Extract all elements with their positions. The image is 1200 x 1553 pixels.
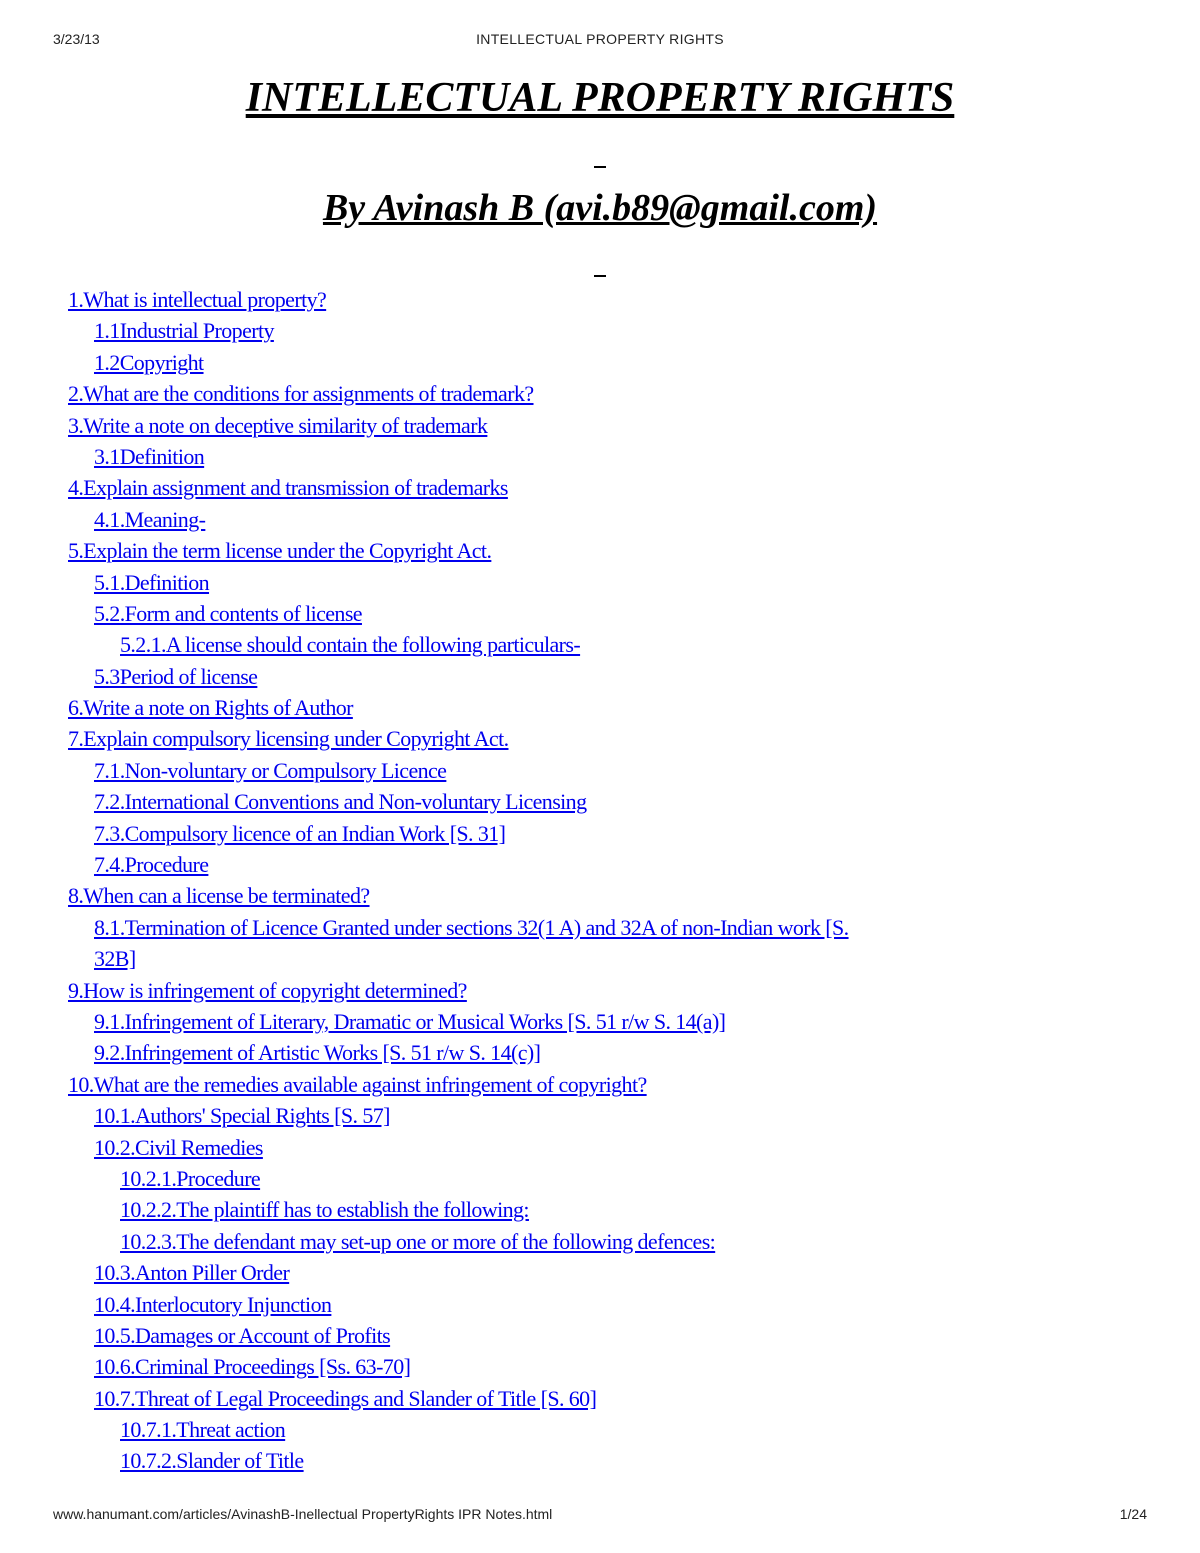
toc-item — [0, 912, 1200, 975]
toc-link[interactable]: 7.3.Compulsory licence of an Indian Work [S. 31] — [94, 820, 506, 846]
toc-item — [0, 1289, 1200, 1320]
toc-item — [0, 1414, 1200, 1445]
toc-link[interactable]: 5.3Period of license — [94, 663, 258, 689]
toc-link[interactable]: 6.Write a note on Rights of Author — [68, 695, 353, 721]
toc-link[interactable]: 5.Explain the term license under the Copyright Act. — [68, 538, 492, 564]
toc-link[interactable]: 7.2.International Conventions and Non-voluntary Licensing — [94, 789, 587, 815]
document-title: INTELLECTUAL PROPERTY RIGHTS — [245, 75, 955, 121]
toc-item — [0, 1100, 1200, 1131]
toc-item — [0, 1194, 1200, 1225]
print-header — [0, 31, 1200, 51]
toc-item — [0, 284, 1200, 315]
toc-item — [0, 1226, 1200, 1257]
toc-link[interactable]: 10.3.Anton Piller Order — [94, 1260, 290, 1286]
separator-dash — [594, 166, 606, 168]
toc-link[interactable]: 9.How is infringement of copyright determined? — [68, 977, 467, 1003]
toc-link[interactable]: 10.2.1.Procedure — [120, 1165, 261, 1191]
toc-item — [0, 1383, 1200, 1414]
toc-link[interactable]: 5.2.Form and contents of license — [94, 600, 362, 626]
toc-item — [0, 410, 1200, 441]
toc-item — [0, 1006, 1200, 1037]
toc-link[interactable]: 7.Explain compulsory licensing under Copyright Act. — [68, 726, 509, 752]
toc-link[interactable]: 10.7.1.Threat action — [120, 1417, 286, 1443]
print-footer — [0, 1506, 1200, 1526]
toc-item — [0, 504, 1200, 535]
toc-link[interactable]: 9.1.Infringement of Literary, Dramatic or Musical Works [S. 51 r/w S. 14(a)] — [94, 1009, 726, 1034]
toc-link[interactable]: 1.2Copyright — [94, 349, 204, 375]
toc-link[interactable]: 2.What are the conditions for assignments of trademark? — [68, 381, 534, 407]
toc-link[interactable]: 3.1Definition — [94, 443, 205, 469]
page-number: 1/24 — [1119, 1506, 1147, 1522]
author-byline: By Avinash B (avi.b89@gmail.com) — [322, 187, 878, 229]
toc-link[interactable]: 10.7.2.Slander of Title — [120, 1448, 304, 1474]
page-url: www.hanumant.com/articles/AvinashB-Inellectual PropertyRights IPR Notes.html — [53, 1506, 553, 1522]
toc-item — [0, 975, 1200, 1006]
toc-link[interactable]: 1.What is intellectual property? — [68, 287, 327, 312]
print-title: INTELLECTUAL PROPERTY RIGHTS — [476, 31, 724, 47]
toc-item — [0, 347, 1200, 378]
toc-item — [0, 818, 1200, 849]
toc-link[interactable]: 8.When can a license be terminated? — [68, 883, 370, 909]
toc-item — [0, 378, 1200, 409]
toc-item — [0, 315, 1200, 346]
toc-item — [0, 880, 1200, 911]
toc-item — [0, 755, 1200, 786]
toc-item — [0, 1257, 1200, 1288]
toc-link[interactable]: 10.6.Criminal Proceedings [Ss. 63-70] — [94, 1354, 411, 1380]
toc-link[interactable]: 10.2.2.The plaintiff has to establish the following: — [120, 1197, 529, 1223]
toc-link[interactable]: 7.4.Procedure — [94, 852, 209, 878]
toc-item — [0, 1351, 1200, 1382]
toc-link[interactable]: 10.7.Threat of Legal Proceedings and Slander of Title [S. 60] — [94, 1385, 597, 1411]
toc-item — [0, 535, 1200, 566]
toc-item — [0, 598, 1200, 629]
table-of-contents — [0, 284, 1200, 1477]
print-date: 3/23/13 — [53, 31, 100, 47]
toc-link[interactable]: 7.1.Non-voluntary or Compulsory Licence — [94, 757, 447, 783]
toc-link[interactable]: 9.2.Infringement of Artistic Works [S. 51 r/w S. 14(c)] — [94, 1040, 541, 1066]
toc-item — [0, 1132, 1200, 1163]
toc-link[interactable]: 10.2.Civil Remedies — [94, 1134, 263, 1160]
toc-link[interactable]: 10.2.3.The defendant may set-up one or more of the following defences: — [120, 1228, 716, 1254]
toc-item — [0, 1445, 1200, 1476]
toc-link[interactable]: 3.Write a note on deceptive similarity of trademark — [68, 412, 488, 438]
separator-dash — [594, 275, 606, 277]
toc-item — [0, 723, 1200, 754]
toc-item — [0, 1069, 1200, 1100]
toc-item — [0, 629, 1200, 660]
toc-link[interactable]: 10.What are the remedies available against infringement of copyright? — [68, 1071, 647, 1097]
toc-link[interactable]: 10.5.Damages or Account of Profits — [94, 1322, 391, 1348]
toc-item — [0, 661, 1200, 692]
toc-link[interactable]: 10.4.Interlocutory Injunction — [94, 1291, 332, 1317]
toc-item — [0, 472, 1200, 503]
toc-item — [0, 441, 1200, 472]
toc-link[interactable]: 10.1.Authors' Special Rights [S. 57] — [94, 1103, 390, 1129]
toc-link[interactable]: 4.1.Meaning- — [94, 506, 206, 532]
toc-item — [0, 567, 1200, 598]
toc-item — [0, 1037, 1200, 1068]
toc-item — [0, 692, 1200, 723]
toc-link[interactable]: 5.2.1.A license should contain the following particulars- — [120, 632, 581, 658]
toc-item — [0, 849, 1200, 880]
toc-link[interactable]: 8.1.Termination of Licence Granted under sections 32(1 A) and 32A of non-Indian work [S. 32B] — [94, 914, 849, 972]
toc-item — [0, 1320, 1200, 1351]
toc-link[interactable]: 5.1.Definition — [94, 569, 210, 595]
toc-item — [0, 786, 1200, 817]
toc-link[interactable]: 1.1Industrial Property — [94, 318, 274, 344]
toc-item — [0, 1163, 1200, 1194]
toc-link[interactable]: 4.Explain assignment and transmission of trademarks — [68, 475, 508, 501]
